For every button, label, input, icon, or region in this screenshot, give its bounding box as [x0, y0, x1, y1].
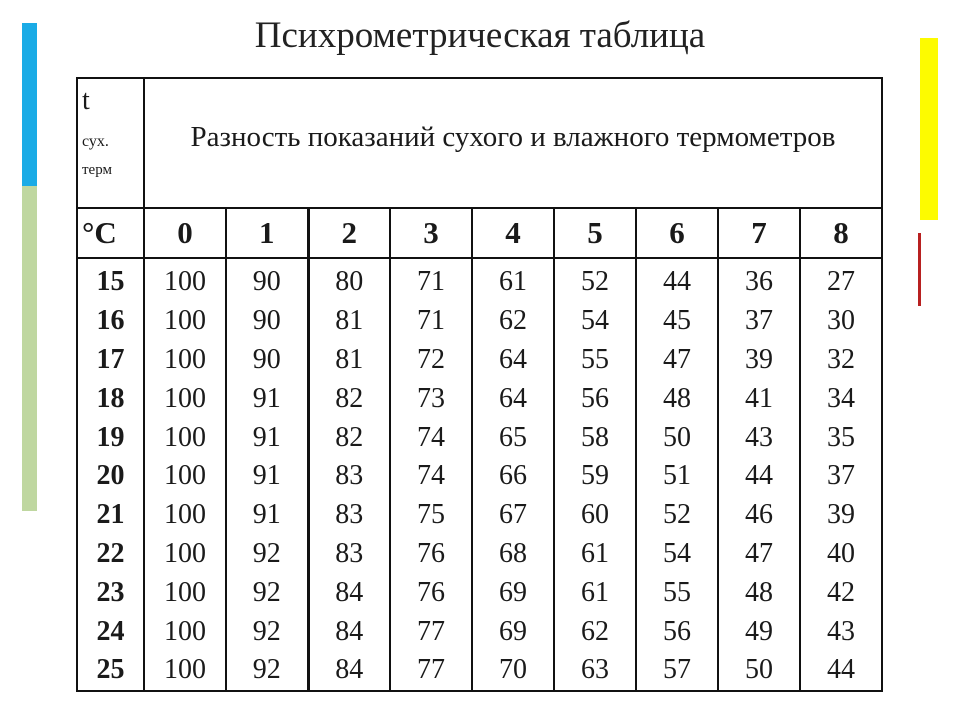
humidity-cell: 92 [226, 612, 308, 651]
humidity-cell: 27 [800, 258, 882, 302]
humidity-cell: 100 [144, 535, 226, 574]
humidity-cell: 50 [718, 651, 800, 691]
humidity-cell: 100 [144, 612, 226, 651]
humidity-cell: 69 [472, 573, 554, 612]
humidity-cell: 63 [554, 651, 636, 691]
humidity-cell: 72 [390, 341, 472, 380]
humidity-cell: 92 [226, 651, 308, 691]
corner-label-therm: терм [82, 162, 112, 178]
table-row [77, 573, 882, 612]
column-header: 2 [308, 208, 390, 258]
humidity-cell: 75 [390, 496, 472, 535]
humidity-cell: 59 [554, 457, 636, 496]
humidity-cell: 39 [718, 341, 800, 380]
humidity-cell: 49 [718, 612, 800, 651]
humidity-cell: 44 [636, 258, 718, 302]
humidity-cell: 35 [800, 418, 882, 457]
humidity-cell: 82 [308, 418, 390, 457]
humidity-cell: 34 [800, 379, 882, 418]
table-row [77, 258, 882, 302]
humidity-cell: 54 [554, 302, 636, 341]
humidity-cell: 90 [226, 341, 308, 380]
column-header: 3 [390, 208, 472, 258]
humidity-cell: 68 [472, 535, 554, 574]
dry-temp-cell: 20 [77, 457, 144, 496]
dry-temp-cell: 16 [77, 302, 144, 341]
humidity-cell: 32 [800, 341, 882, 380]
humidity-cell: 44 [800, 651, 882, 691]
humidity-cell: 84 [308, 612, 390, 651]
dry-temp-cell: 24 [77, 612, 144, 651]
humidity-cell: 71 [390, 258, 472, 302]
column-header: 6 [636, 208, 718, 258]
humidity-cell: 48 [636, 379, 718, 418]
humidity-cell: 92 [226, 573, 308, 612]
humidity-cell: 91 [226, 379, 308, 418]
humidity-cell: 65 [472, 418, 554, 457]
table-row [77, 418, 882, 457]
humidity-cell: 57 [636, 651, 718, 691]
humidity-cell: 91 [226, 457, 308, 496]
humidity-cell: 46 [718, 496, 800, 535]
humidity-cell: 44 [718, 457, 800, 496]
accent-bar-red [918, 233, 921, 306]
table-row [77, 535, 882, 574]
humidity-cell: 50 [636, 418, 718, 457]
humidity-cell: 74 [390, 418, 472, 457]
column-header-row [77, 208, 882, 258]
humidity-cell: 76 [390, 535, 472, 574]
column-header: 1 [226, 208, 308, 258]
humidity-cell: 55 [636, 573, 718, 612]
humidity-cell: 67 [472, 496, 554, 535]
humidity-cell: 90 [226, 302, 308, 341]
humidity-cell: 37 [718, 302, 800, 341]
psychrometric-table [76, 77, 883, 692]
humidity-cell: 47 [718, 535, 800, 574]
humidity-cell: 61 [472, 258, 554, 302]
humidity-cell: 91 [226, 496, 308, 535]
humidity-cell: 61 [554, 535, 636, 574]
humidity-cell: 64 [472, 379, 554, 418]
dry-temp-cell: 17 [77, 341, 144, 380]
column-header: 4 [472, 208, 554, 258]
humidity-cell: 40 [800, 535, 882, 574]
humidity-cell: 39 [800, 496, 882, 535]
humidity-cell: 64 [472, 341, 554, 380]
accent-bar-green [22, 186, 37, 511]
humidity-cell: 84 [308, 573, 390, 612]
humidity-cell: 66 [472, 457, 554, 496]
humidity-cell: 42 [800, 573, 882, 612]
humidity-cell: 56 [636, 612, 718, 651]
humidity-cell: 83 [308, 535, 390, 574]
humidity-cell: 84 [308, 651, 390, 691]
unit-label: °C [77, 208, 144, 258]
humidity-cell: 62 [472, 302, 554, 341]
humidity-cell: 37 [800, 457, 882, 496]
humidity-cell: 100 [144, 379, 226, 418]
humidity-cell: 100 [144, 258, 226, 302]
humidity-cell: 52 [554, 258, 636, 302]
humidity-cell: 77 [390, 651, 472, 691]
humidity-cell: 100 [144, 496, 226, 535]
dry-temp-cell: 23 [77, 573, 144, 612]
column-header: 0 [144, 208, 226, 258]
corner-cell [77, 78, 144, 208]
dry-temp-cell: 18 [77, 379, 144, 418]
humidity-cell: 100 [144, 457, 226, 496]
column-header: 5 [554, 208, 636, 258]
humidity-cell: 100 [144, 651, 226, 691]
humidity-cell: 58 [554, 418, 636, 457]
humidity-cell: 80 [308, 258, 390, 302]
humidity-cell: 51 [636, 457, 718, 496]
page-title: Психрометрическая таблица [254, 15, 706, 56]
humidity-cell: 73 [390, 379, 472, 418]
table-body [77, 258, 882, 691]
humidity-cell: 100 [144, 418, 226, 457]
table-row [77, 457, 882, 496]
table-row [77, 341, 882, 380]
dry-temp-cell: 25 [77, 651, 144, 691]
accent-bar-yellow [920, 38, 938, 220]
humidity-cell: 71 [390, 302, 472, 341]
corner-label-dry: сух. [82, 133, 109, 150]
dry-temp-cell: 22 [77, 535, 144, 574]
humidity-cell: 76 [390, 573, 472, 612]
table-row [77, 302, 882, 341]
table-row [77, 496, 882, 535]
table-row [77, 651, 882, 691]
corner-label-t: t [82, 85, 90, 116]
humidity-cell: 92 [226, 535, 308, 574]
humidity-cell: 83 [308, 457, 390, 496]
humidity-cell: 62 [554, 612, 636, 651]
humidity-cell: 100 [144, 573, 226, 612]
humidity-cell: 100 [144, 302, 226, 341]
humidity-cell: 90 [226, 258, 308, 302]
humidity-cell: 43 [718, 418, 800, 457]
dry-temp-cell: 15 [77, 258, 144, 302]
humidity-cell: 82 [308, 379, 390, 418]
humidity-cell: 55 [554, 341, 636, 380]
dry-temp-cell: 19 [77, 418, 144, 457]
humidity-cell: 54 [636, 535, 718, 574]
dry-temp-cell: 21 [77, 496, 144, 535]
humidity-cell: 70 [472, 651, 554, 691]
humidity-cell: 91 [226, 418, 308, 457]
humidity-cell: 61 [554, 573, 636, 612]
humidity-cell: 41 [718, 379, 800, 418]
humidity-cell: 81 [308, 302, 390, 341]
humidity-cell: 56 [554, 379, 636, 418]
humidity-cell: 100 [144, 341, 226, 380]
humidity-cell: 45 [636, 302, 718, 341]
humidity-cell: 36 [718, 258, 800, 302]
column-header: 7 [718, 208, 800, 258]
humidity-cell: 69 [472, 612, 554, 651]
humidity-cell: 81 [308, 341, 390, 380]
humidity-cell: 74 [390, 457, 472, 496]
humidity-cell: 43 [800, 612, 882, 651]
table-row [77, 612, 882, 651]
humidity-cell: 47 [636, 341, 718, 380]
column-header: 8 [800, 208, 882, 258]
humidity-cell: 30 [800, 302, 882, 341]
table-row [77, 379, 882, 418]
humidity-cell: 77 [390, 612, 472, 651]
humidity-cell: 60 [554, 496, 636, 535]
humidity-cell: 48 [718, 573, 800, 612]
humidity-cell: 52 [636, 496, 718, 535]
humidity-cell: 83 [308, 496, 390, 535]
difference-header: Разность показаний сухого и влажного термометров [144, 78, 882, 208]
